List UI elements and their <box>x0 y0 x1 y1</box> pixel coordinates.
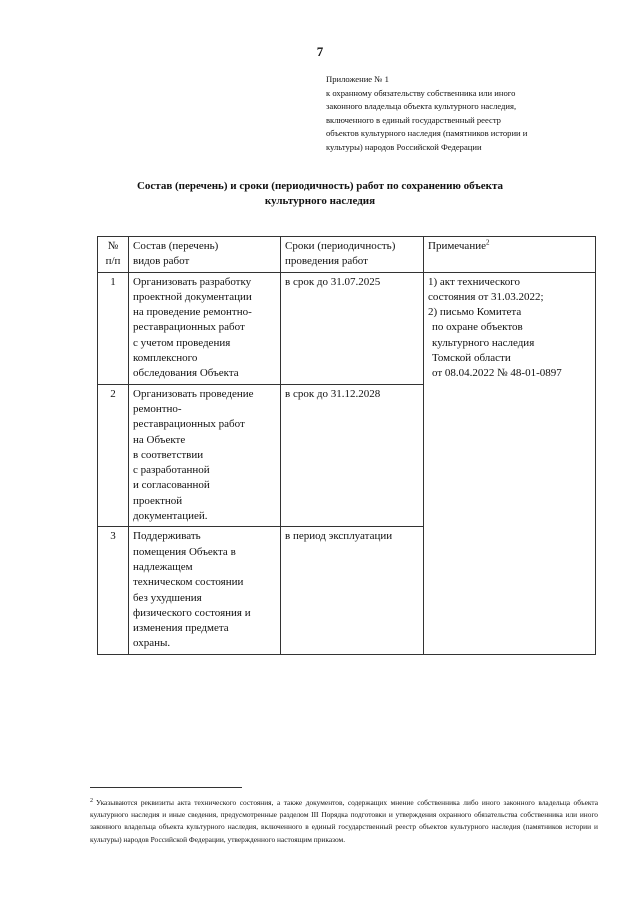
note-line: от 08.04.2022 № 48-01-0897 <box>432 367 562 380</box>
works-line: и согласованной <box>133 479 210 492</box>
works-line: физического состояния и <box>133 606 251 619</box>
works-line: на проведение ремонтно- <box>133 306 252 319</box>
appendix-line: к охранному обязательству собственника или иного <box>326 87 516 98</box>
appendix-line: Приложение № 1 <box>326 74 389 84</box>
row-works <box>129 384 281 527</box>
works-line: изменения предмета <box>133 622 229 635</box>
footnote-reference: 2 <box>485 238 490 247</box>
document-title <box>60 179 580 208</box>
row-works <box>129 527 281 654</box>
works-line: проектной <box>133 494 183 507</box>
note-line: 2) письмо Комитета <box>428 306 522 319</box>
header-num <box>98 237 129 273</box>
works-line: обследования Объекта <box>133 367 239 380</box>
footnote-separator <box>90 787 242 788</box>
table-header-row <box>98 237 596 273</box>
works-line: документацией. <box>133 510 208 523</box>
footnote-text: Указываются реквизиты акта технического состояния, а также документов, содержащих мнение собственника либо иного законного владельца объекта культурного наследия и иные сведения, предусмотренные разделом III Порядка подготовки и утверждения охранного обязательства собственника или иного законного владельца объекта культурного наследия, включенного в единый государственный реестр объектов культурного наследия (памятников истории и культуры) народов Российской Федерации, утвержденного настоящим приказом. <box>90 798 598 844</box>
works-line: охраны. <box>133 637 171 650</box>
works-line: комплексного <box>133 352 198 365</box>
works-table <box>97 236 596 655</box>
title-line: культурного наследия <box>264 194 376 207</box>
header-num-line: п/п <box>105 255 121 268</box>
works-line: проектной документации <box>133 290 252 303</box>
row-num: 2 <box>98 384 129 527</box>
table-row <box>98 272 596 384</box>
note-line: состояния от 31.03.2022; <box>428 290 544 303</box>
header-terms-line: проведения работ <box>285 255 368 268</box>
row-works <box>129 272 281 384</box>
header-works-line: Состав (перечень) <box>133 240 219 252</box>
works-line: помещения Объекта в <box>133 545 236 558</box>
works-line: техническом состоянии <box>133 576 244 589</box>
title-line: Состав (перечень) и сроки (периодичность) работ по сохранению объекта <box>136 180 504 192</box>
row-terms: в срок до 31.12.2028 <box>281 384 424 527</box>
appendix-line: включенного в единый государственный реестр <box>326 114 501 125</box>
header-terms-line: Сроки (периодичность) <box>285 240 396 252</box>
note-line: по охране объектов <box>432 321 523 334</box>
works-line: надлежащем <box>133 560 193 573</box>
header-works <box>129 237 281 273</box>
works-line: в соответствии <box>133 448 204 461</box>
page-number: 7 <box>316 44 324 59</box>
header-note <box>424 237 596 273</box>
header-note-label: Примечание <box>428 240 486 252</box>
note-line: 1) акт технического <box>428 275 520 288</box>
appendix-caption <box>326 73 626 154</box>
footnote <box>90 797 598 846</box>
header-works-line: видов работ <box>133 255 190 268</box>
note-cell <box>424 272 596 654</box>
appendix-line: объектов культурного наследия (памятников истории и <box>326 128 528 138</box>
row-num: 1 <box>98 272 129 384</box>
works-line: ремонтно- <box>133 402 182 415</box>
note-line: культурного наследия <box>432 336 535 349</box>
works-line: без ухудшения <box>133 591 202 604</box>
works-line: на Объекте <box>133 433 186 446</box>
row-terms: в период эксплуатации <box>281 527 424 654</box>
works-line: Организовать разработку <box>133 275 252 288</box>
header-num-line: № <box>107 240 119 252</box>
works-line: Организовать проведение <box>133 387 254 400</box>
works-line: с разработанной <box>133 464 210 477</box>
appendix-line: культуры) народов Российской Федерации <box>326 141 482 152</box>
header-terms <box>281 237 424 273</box>
appendix-line: законного владельца объекта культурного наследия, <box>326 101 517 111</box>
works-line: Поддерживать <box>133 530 201 543</box>
works-line: реставрационных работ <box>133 418 245 431</box>
row-terms: в срок до 31.07.2025 <box>281 272 424 384</box>
works-line: реставрационных работ <box>133 321 245 334</box>
footnote-mark: 2 <box>90 797 93 804</box>
note-line: Томской области <box>432 352 511 365</box>
works-line: с учетом проведения <box>133 336 231 349</box>
row-num: 3 <box>98 527 129 654</box>
